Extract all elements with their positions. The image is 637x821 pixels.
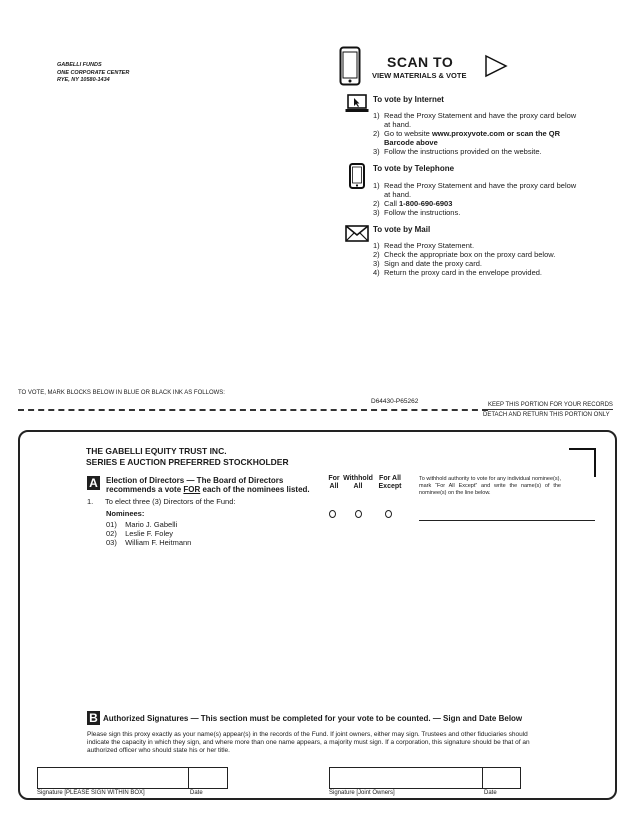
fund-name: THE GABELLI EQUITY TRUST INC. (86, 446, 227, 456)
column-withhold-all: Withhold All (343, 475, 373, 490)
nominee-writein-line[interactable] (419, 520, 595, 521)
list-item: 1) Read the Proxy Statement and have the proxy card below at hand. (373, 111, 577, 129)
nominee-list (106, 520, 191, 547)
date-box[interactable] (188, 767, 228, 789)
list-item: 01) Mario J. Gabelli (106, 520, 178, 529)
mail-method-title: To vote by Mail (373, 225, 431, 234)
detach-notice: DETACH AND RETURN THIS PORTION ONLY (483, 412, 610, 418)
section-a-heading: Election of Directors — The Board of Directors recommends a vote FOR each of the nominees listed. (106, 476, 310, 494)
sender-line-3: RYE, NY 10580-1434 (57, 77, 110, 83)
list-item: 2) Call 1-800-690-6903 (373, 199, 453, 208)
list-item: 1) Read the Proxy Statement. (373, 241, 475, 250)
withhold-all-radio[interactable] (355, 510, 362, 518)
list-item: 4) Return the proxy card in the envelope provided. (373, 268, 543, 277)
joint-signature-box[interactable] (329, 767, 483, 789)
laptop-cursor-icon (345, 94, 369, 119)
joint-signature-label: Signature [Joint Owners] (329, 790, 395, 796)
signature-label: Signature [PLEASE SIGN WITHIN BOX] (37, 790, 145, 796)
mail-steps (373, 241, 583, 277)
sender-address (57, 62, 129, 85)
envelope-icon (345, 225, 369, 247)
list-item: 3) Follow the instructions. (373, 208, 461, 217)
telephone-method-title: To vote by Telephone (373, 164, 455, 173)
telephone-steps (373, 181, 583, 217)
section-a-badge: A (87, 476, 100, 490)
list-item: 3) Sign and date the proxy card. (373, 259, 482, 268)
for-all-radio[interactable] (329, 510, 336, 518)
scan-title: SCAN TO (387, 54, 454, 70)
section-b-badge: B (87, 711, 100, 725)
detach-dashed-line (18, 409, 488, 411)
reference-code: D64430-P65262 (371, 398, 419, 405)
joint-date-label: Date (484, 790, 497, 796)
smartphone-icon (339, 46, 361, 91)
joint-date-box[interactable] (482, 767, 521, 789)
scan-subtitle: VIEW MATERIALS & VOTE (372, 71, 467, 80)
internet-method-title: To vote by Internet (373, 95, 444, 104)
mobile-phone-icon (349, 163, 365, 194)
keep-notice: KEEP THIS PORTION FOR YOUR RECORDS (488, 402, 613, 408)
sender-line-2: ONE CORPORATE CENTER (57, 69, 130, 76)
for-all-except-radio[interactable] (385, 510, 392, 518)
column-for-all-except: For All Except (378, 475, 402, 490)
corner-registration-mark (569, 448, 596, 477)
list-item: 3) Follow the instructions provided on the website. (373, 147, 542, 156)
website-link[interactable]: www.proxyvote.com or scan the QR Barcode above (384, 129, 561, 147)
ink-instruction: TO VOTE, MARK BLOCKS BELOW IN BLUE OR BLACK INK AS FOLLOWS: (18, 390, 225, 396)
list-item: 1) Read the Proxy Statement and have the proxy card below at hand. (373, 181, 577, 199)
proposal-1: 1. To elect three (3) Directors of the Fund: (87, 497, 236, 506)
column-for-all: For All (328, 475, 340, 490)
date-label: Date (190, 790, 203, 796)
list-item: 2) Check the appropriate box on the proxy card below. (373, 250, 556, 259)
signature-box[interactable] (37, 767, 189, 789)
phone-number[interactable]: 1-800-690-6903 (399, 199, 453, 208)
withhold-instruction: To withhold authority to vote for any individual nominee(s), mark “For All Except” and write the name(s) of the nominee(s) on the line below. (419, 476, 561, 496)
fund-series: SERIES E AUCTION PREFERRED STOCKHOLDER (86, 457, 289, 467)
sender-line-1: GABELLI FUNDS (57, 62, 102, 68)
section-b-heading: Authorized Signatures — This section must be completed for your vote to be counted. — Sign and Date Below (103, 714, 523, 723)
list-item: 03) William F. Heitmann (106, 538, 192, 547)
signing-instructions: Please sign this proxy exactly as your name(s) appear(s) in the records of the Fund. If joint owners, either may sign. Trustees and other fiduciaries should indicate the capacity in which they sign, and where more than one name appears, a majority must sign. If a corporation, this signature should be that of an authorized officer who should state his or her title. (87, 731, 530, 755)
play-arrow-icon (484, 54, 508, 83)
nominees-label: Nominees: (106, 509, 145, 518)
list-item: 2) Go to website www.proxyvote.com or scan the QR Barcode above (373, 129, 561, 147)
internet-steps (373, 111, 583, 156)
list-item: 02) Leslie F. Foley (106, 529, 174, 538)
fund-title (86, 446, 289, 468)
